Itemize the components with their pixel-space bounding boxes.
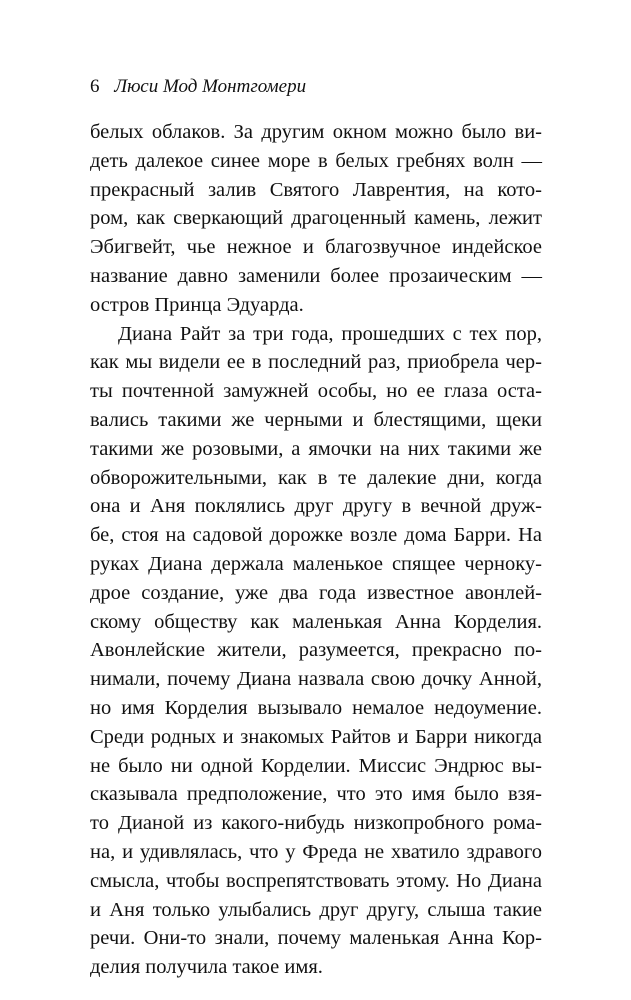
- text-line: обворожительными, как в те далекие дни, когда: [90, 466, 542, 489]
- text-line: прекрасный залив Святого Лаврентия, на кото-: [90, 178, 542, 201]
- text-line: Диана Райт за три года, прошедших с тех пор,: [118, 322, 542, 345]
- text-line: и Аня только улыбались друг другу, слыша такие: [90, 898, 542, 921]
- text-line: ты почтенной замужней особы, но ее глаза оста-: [90, 380, 542, 403]
- text-line: речи. Они-то знали, почему маленькая Анна Кор-: [90, 927, 542, 950]
- text-line: нимали, почему Диана назвала свою дочку Анной,: [90, 668, 542, 691]
- text-line: такими же розовыми, а ямочки на них такими же: [90, 437, 542, 460]
- text-line: вались такими же черными и блестящими, щеки: [90, 408, 542, 431]
- text-line: не было ни одной Корделии. Миссис Эндрюс вы-: [90, 754, 542, 777]
- text-line: смысла, чтобы воспрепятствовать этому. Но Диана: [90, 869, 542, 892]
- running-header: [90, 76, 306, 98]
- text-line: ром, как сверкающий драгоценный камень, лежит: [90, 207, 542, 230]
- text-line: бе, стоя на садовой дорожке возле дома Барри. На: [90, 524, 542, 547]
- text-line: Среди родных и знакомых Райтов и Барри никогда: [90, 725, 542, 748]
- text-line: как мы видели ее в последний раз, приобрела чер-: [90, 351, 542, 374]
- text-line: Авонлейские жители, разумеется, прекрасно по-: [90, 639, 542, 662]
- text-line: на, и удивлялась, что у Фреда не хватило здравого: [90, 840, 542, 863]
- body-text: [90, 118, 542, 982]
- text-line: то Дианой из какого-нибудь низкопробного рома-: [90, 812, 542, 835]
- text-line: название давно заменили более прозаическим —: [90, 264, 542, 287]
- text-line: сказывала предположение, что это имя было взя-: [90, 783, 542, 806]
- text-line: но имя Корделия вызывало немалое недоумение.: [90, 696, 542, 719]
- author-name: Люси Мод Монтгомери: [114, 76, 307, 97]
- text-line: деть далекое синее море в белых гребнях волн —: [90, 149, 542, 172]
- text-line: скому обществу как маленькая Анна Корделия.: [90, 610, 542, 633]
- text-line: белых облаков. За другим окном можно было ви-: [90, 121, 542, 143]
- text-line: она и Аня поклялись друг другу в вечной друж-: [90, 495, 542, 518]
- text-line: делия получила такое имя.: [90, 956, 323, 979]
- text-line: остров Принца Эдуарда.: [90, 293, 304, 316]
- page-number: 6: [90, 76, 100, 97]
- paragraph-1: [90, 118, 542, 320]
- paragraph-2: [90, 320, 542, 982]
- text-line: руках Диана держала маленькое спящее черноку-: [90, 552, 542, 575]
- text-line: дрое создание, уже два года известное авонлей-: [90, 581, 542, 604]
- text-line: Эбигвейт, чье нежное и благозвучное индейское: [90, 236, 542, 259]
